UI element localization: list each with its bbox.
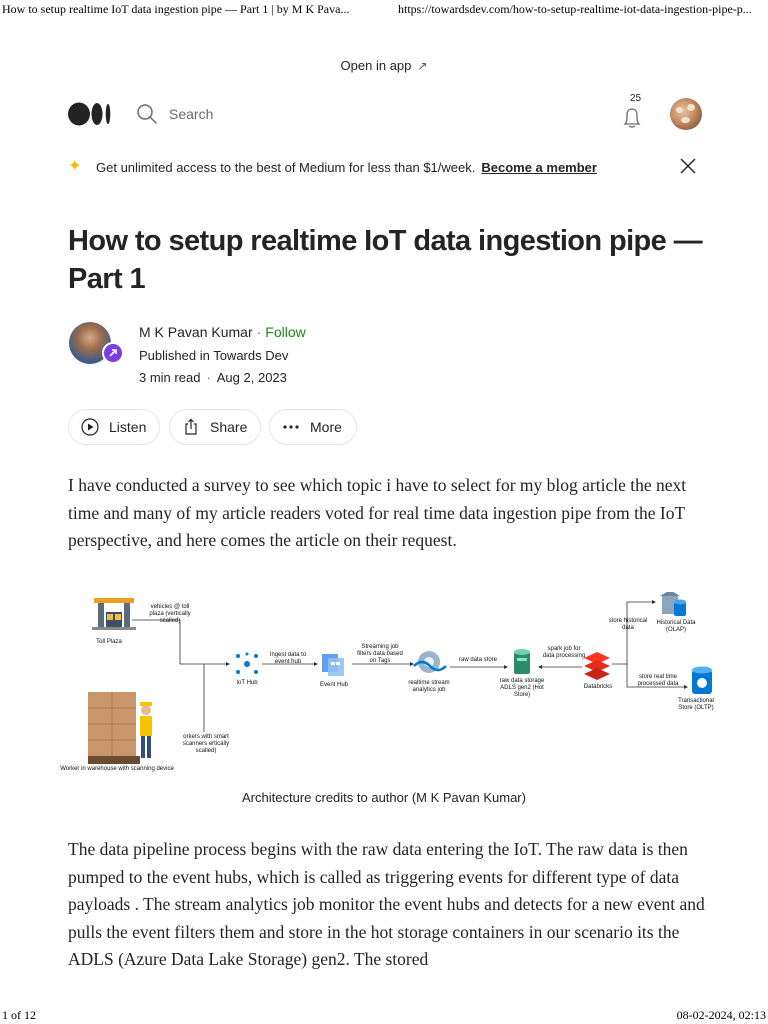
stream-analytics-icon: [414, 651, 446, 673]
diagram-label: Streaming job filters data based on Tags: [357, 644, 403, 664]
publication-link[interactable]: Published in Towards Dev: [139, 348, 289, 363]
event-hub-icon: [322, 654, 344, 676]
publication-badge-icon[interactable]: [102, 342, 124, 364]
historical-data-icon: [660, 592, 686, 616]
diagram-label: IoT Hub: [236, 680, 258, 686]
article-meta: [139, 370, 287, 385]
diagram-label: realtime stream analytics job: [408, 680, 450, 693]
diagram-label: raw data store: [458, 657, 498, 663]
sparkle-icon: ✦: [68, 158, 82, 175]
medium-page: [44, 44, 724, 974]
diagram-label: orkers with smart scanners ertically scalled): [182, 734, 230, 754]
diagram-label: store historical data: [608, 618, 648, 631]
listen-label: Listen: [109, 419, 147, 435]
open-in-app-link[interactable]: [44, 58, 724, 73]
adls-storage-icon: [514, 649, 530, 674]
medium-logo-icon[interactable]: [68, 102, 112, 126]
architecture-diagram: [52, 592, 720, 784]
more-button[interactable]: [269, 409, 357, 445]
notification-bell-icon[interactable]: [618, 100, 646, 130]
diagram-label: Worker in warehouse with scanning device: [60, 766, 174, 772]
banner-text: Get unlimited access to the best of Medium for less than $1/week.: [96, 160, 476, 175]
article-paragraph: I have conducted a survey to see which topic i have to select for my blog article the next time and many of my article readers voted for real time data ingestion pipe from the IoT perspective, and here comes the article on their request.: [68, 475, 687, 550]
print-footer: [0, 1008, 768, 1024]
author-line: [139, 324, 306, 340]
more-label: More: [310, 419, 342, 435]
user-avatar[interactable]: [670, 98, 702, 130]
print-page-title: How to setup realtime IoT data ingestion pipe — Part 1 | by M K Pava...: [2, 2, 350, 16]
print-datetime: 08-02-2024, 02:13: [676, 1008, 766, 1022]
print-page-number: 1 of 12: [2, 1008, 36, 1022]
more-dots-icon: [282, 418, 300, 436]
iot-hub-icon: [236, 653, 258, 675]
databricks-icon: [584, 652, 610, 680]
become-member-link[interactable]: Become a member: [481, 160, 597, 175]
diagram-label: Toll Plaza: [96, 639, 122, 645]
follow-button[interactable]: Follow: [265, 324, 306, 340]
membership-banner: [44, 148, 724, 184]
print-header: [0, 0, 768, 20]
notification-count-badge: 25: [630, 93, 642, 104]
transactional-store-icon: [692, 667, 712, 695]
diagram-label: vehicles @ toll plaza (vertically scalled): [149, 604, 191, 624]
share-icon: [182, 418, 200, 436]
search-input[interactable]: Search: [169, 106, 214, 122]
diagram-label: Event Hub: [319, 682, 349, 688]
top-nav: [44, 92, 724, 136]
warehouse-worker-icon: [88, 692, 152, 764]
share-button[interactable]: [169, 409, 261, 445]
play-icon: [81, 418, 99, 436]
publish-date: Aug 2, 2023: [216, 370, 287, 385]
diagram-label: Databricks: [583, 684, 613, 690]
author-name-link[interactable]: M K Pavan Kumar: [139, 324, 253, 340]
diagram-label: store real time processed data: [637, 674, 679, 687]
diagram-label: raw data storage ADLS gen2 (Hot Store): [499, 678, 545, 698]
diagram-label: Historical Data (OLAP): [656, 620, 696, 633]
external-arrow-icon: ↗: [417, 59, 428, 73]
diagram-label: Transactional Store (OLTP): [678, 698, 714, 711]
listen-button[interactable]: [68, 409, 160, 445]
diagram-label: spark job for data processing: [542, 646, 586, 659]
article-title: How to setup realtime IoT data ingestion pipe — Part 1: [68, 225, 703, 295]
search-icon[interactable]: [136, 103, 158, 125]
close-icon[interactable]: [680, 158, 696, 174]
separator-dot: ·: [206, 370, 211, 385]
share-label: Share: [210, 419, 248, 435]
print-page-url: https://towardsdev.com/how-to-setup-realtime-iot-data-ingestion-pipe-p...: [398, 2, 752, 16]
separator-dot: ·: [256, 324, 262, 340]
article-paragraph: The data pipeline process begins with the raw data entering the IoT. The raw data is then pumped to the event hubs, which is called as triggering events for different type of data payloads . The stream analytics job monitor the event hubs and detects for a new event and pulls the event filters them and store in the hot storage containers in our scenario its the ADLS (Azure Data Lake Storage) gen2. The stored: [68, 839, 705, 969]
diagram-label: Ingest data to event hub: [269, 652, 307, 665]
figure-caption: Architecture credits to author (M K Pavan Kumar): [242, 790, 526, 805]
open-in-app-label: Open in app: [340, 58, 412, 73]
read-time: 3 min read: [139, 370, 201, 385]
toll-plaza-icon: [92, 598, 136, 630]
